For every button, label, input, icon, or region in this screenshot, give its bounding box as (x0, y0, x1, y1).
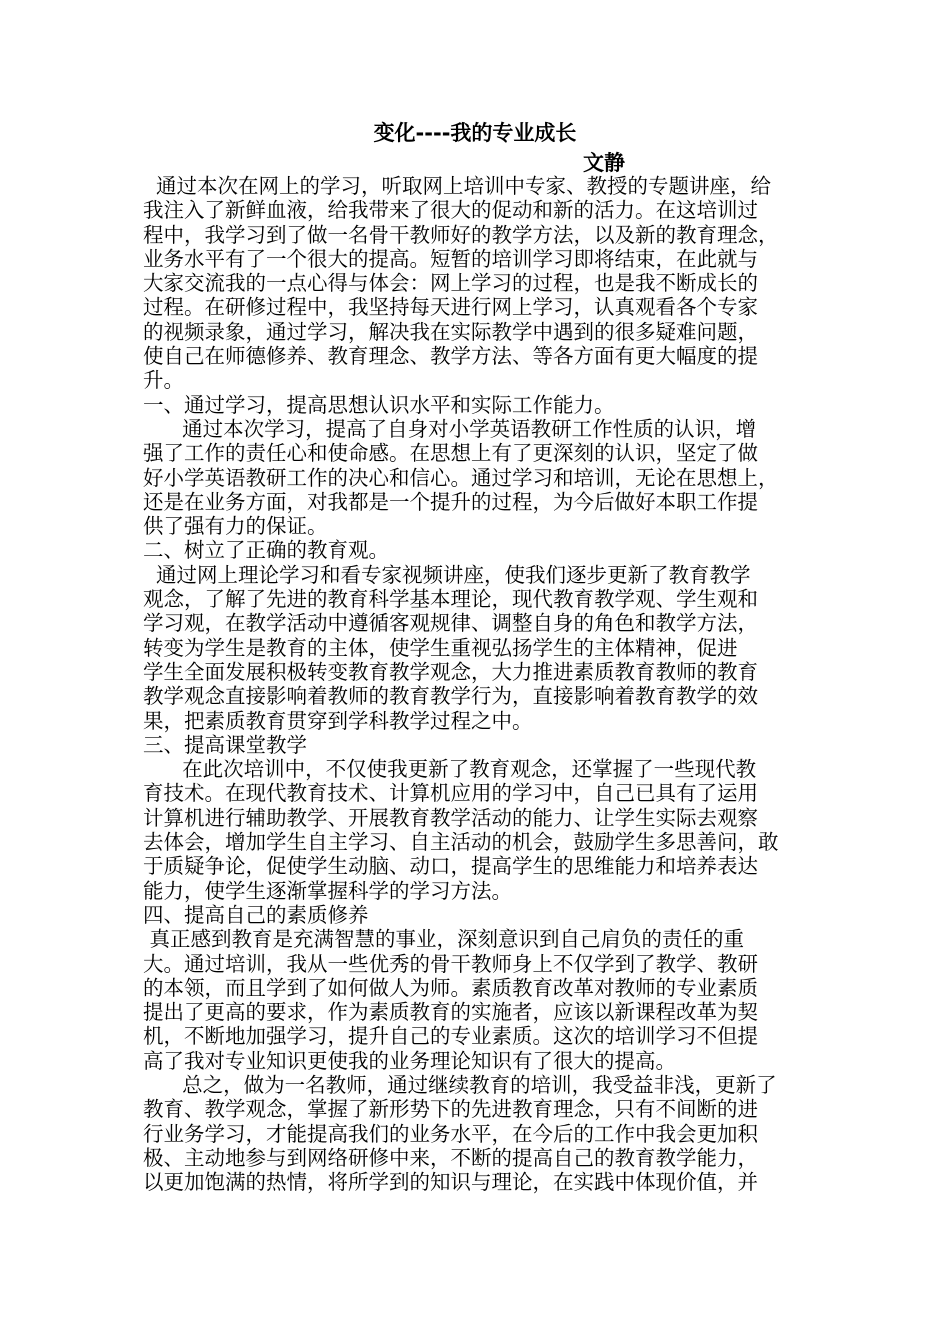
paragraph-line: 高了我对专业知识更使我的业务理论知识有了很大的提高。 (143, 1048, 676, 1073)
paragraph-line: 观念，了解了先进的教育科学基本理论，现代教育教学观、学生观和 (143, 587, 758, 612)
paragraph-line: 我注入了新鲜血液，给我带来了很大的促动和新的活力。在这培训过 (143, 198, 758, 223)
paragraph-line: 提出了更高的要求，作为素质教育的实施者，应该以新课程改革为契 (143, 1000, 758, 1025)
paragraph-line: 育技术。在现代教育技术、计算机应用的学习中，自己已具有了运用 (143, 781, 758, 806)
section-heading: 三、提高课堂教学 (143, 732, 307, 757)
paragraph-line: 果，把素质教育贯穿到学科教学过程之中。 (143, 708, 533, 733)
paragraph-line: 于质疑争论，促使学生动脑、动口，提高学生的思维能力和培养表达 (143, 854, 758, 879)
paragraph-line: 供了强有力的保证。 (143, 514, 328, 539)
paragraph-line: 好小学英语教研工作的决心和信心。通过学习和培训，无论在思想上， (143, 465, 779, 490)
paragraph-line: 教学观念直接影响着教师的教育教学行为，直接影响着教育教学的效 (143, 684, 758, 709)
paragraph-line: 大家交流我的一点心得与体会：网上学习的过程，也是我不断成长的 (143, 271, 758, 296)
paragraph-line: 通过本次学习，提高了自身对小学英语教研工作性质的认识，增 (143, 416, 757, 441)
document-title: 变化----我的专业成长 (373, 121, 577, 145)
paragraph-line: 使自己在师德修养、教育理念、教学方法、等各方面有更大幅度的提 (143, 344, 758, 369)
paragraph-line: 总之，做为一名教师，通过继续教育的培训，我受益非浅，更新了 (143, 1072, 777, 1097)
paragraph-line: 通过本次在网上的学习，听取网上培训中专家、教授的专题讲座，给 (143, 174, 772, 198)
section-heading: 二、树立了正确的教育观。 (143, 538, 389, 563)
paragraph-line: 强了工作的责任心和使命感。在思想上有了更深刻的认识，坚定了做 (143, 441, 758, 466)
paragraph-line: 过程。在研修过程中，我坚持每天进行网上学习，认真观看各个专家 (143, 295, 758, 320)
paragraph-line: 教育、教学观念，掌握了新形势下的先进教育理念，只有不间断的进 (143, 1097, 758, 1122)
paragraph-line: 的本领，而且学到了如何做人为师。素质教育改革对教师的专业素质 (143, 975, 758, 1000)
paragraph-line: 在此次培训中，不仅使我更新了教育观念，还掌握了一些现代教 (143, 757, 757, 782)
document-author: 文静 (583, 151, 625, 175)
paragraph-line: 还是在业务方面，对我都是一个提升的过程，为今后做好本职工作提 (143, 489, 758, 514)
paragraph-line: 以更加饱满的热情，将所学到的知识与理论，在实践中体现价值，并 (143, 1170, 758, 1195)
section-heading: 一、通过学习，提高思想认识水平和实际工作能力。 (143, 392, 615, 417)
section-heading: 四、提高自己的素质修养 (143, 902, 369, 927)
document-body (143, 174, 823, 1194)
paragraph-line: 学习观，在教学活动中遵循客观规律、调整自身的角色和教学方法， (143, 611, 758, 636)
paragraph-line: 能力，使学生逐渐掌握科学的学习方法。 (143, 878, 512, 903)
paragraph-line: 程中，我学习到了做一名骨干教师好的教学方法，以及新的教育理念， (143, 222, 779, 247)
paragraph-line: 行业务学习，才能提高我们的业务水平，在今后的工作中我会更加积 (143, 1121, 758, 1146)
paragraph-line: 极、主动地参与到网络研修中来，不断的提高自己的教育教学能力， (143, 1145, 758, 1170)
paragraph-line: 大。通过培训，我从一些优秀的骨干教师身上不仅学到了教学、教研 (143, 951, 758, 976)
paragraph-line: 去体会，增加学生自主学习、自主活动的机会，鼓励学生多思善问，敢 (143, 830, 779, 855)
paragraph-line: 通过网上理论学习和看专家视频讲座，使我们逐步更新了教育教学 (143, 562, 751, 587)
paragraph-line: 的视频录象，通过学习，解决我在实际教学中遇到的很多疑难问题， (143, 319, 758, 344)
paragraph-line: 学生全面发展积极转变教育教学观念，大力推进素质教育教师的教育 (143, 659, 758, 684)
paragraph-line: 转变为学生是教育的主体，使学生重视弘扬学生的主体精神，促进 (143, 635, 738, 660)
paragraph-line: 机，不断地加强学习，提升自己的专业素质。这次的培训学习不但提 (143, 1024, 758, 1049)
paragraph-line: 计算机进行辅助教学、开展教育教学活动的能力、让学生实际去观察 (143, 805, 758, 830)
paragraph-line: 业务水平有了一个很大的提高。短暂的培训学习即将结束，在此就与 (143, 246, 758, 271)
paragraph-line: 升。 (143, 368, 184, 393)
paragraph-line: 真正感到教育是充满智慧的事业，深刻意识到自己肩负的责任的重 (143, 927, 745, 952)
